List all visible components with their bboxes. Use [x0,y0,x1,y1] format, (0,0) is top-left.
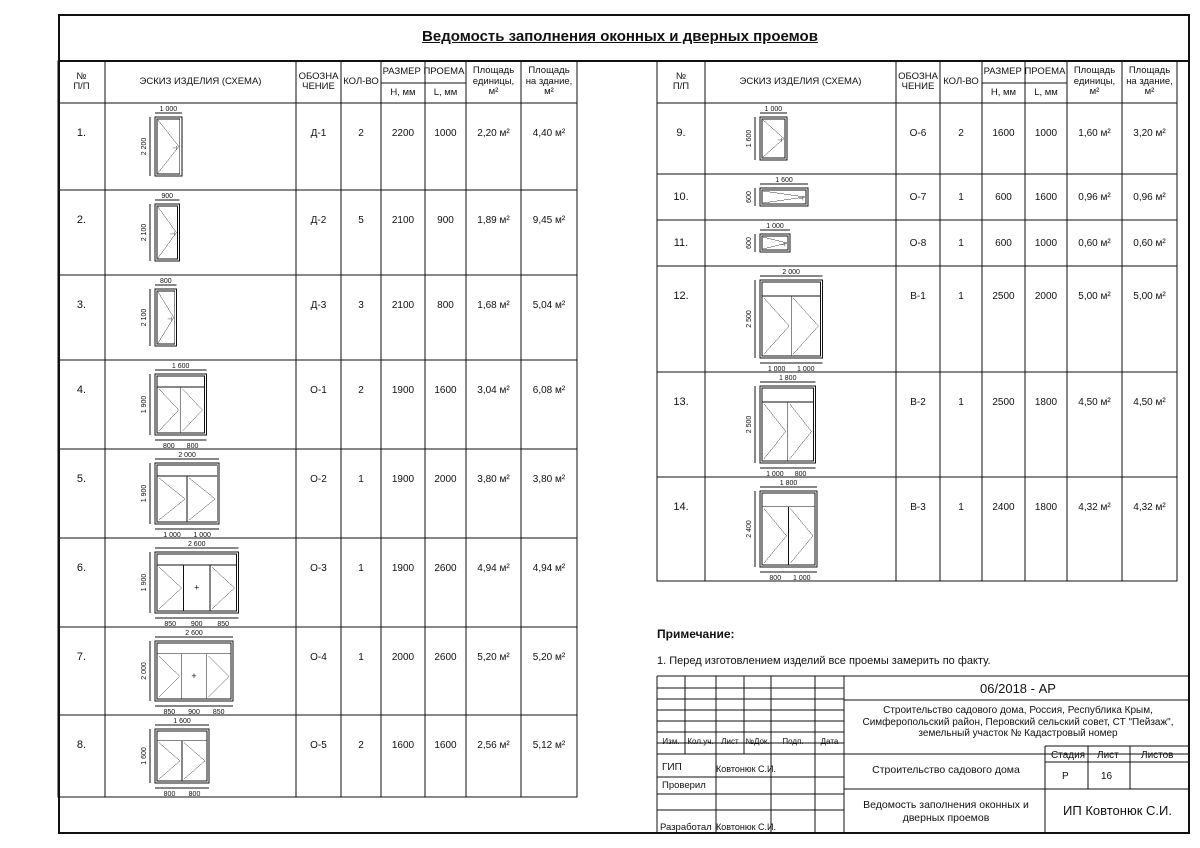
row-area: 0,96 м² [1078,191,1111,203]
handle-icon: ⊣ [777,138,783,145]
row-total: 5,20 м² [532,651,566,663]
header-h: Н, мм [990,86,1017,98]
opening-line [790,431,812,459]
row-l: 1000 [1034,127,1058,139]
opening-line [790,404,812,432]
dimension-label: 1 600 [171,362,190,370]
row-h: 1600 [992,127,1015,139]
dimension-label: 2 600 [187,540,206,548]
row-area: 3,04 м² [477,384,510,396]
dimension-label: 800 [162,442,175,450]
row-l: 2600 [434,562,457,574]
handle-icon: ⊣ [172,146,178,153]
row-qty: 1 [958,396,964,408]
sketch-outer-frame [760,117,787,160]
stamp-company: ИП Ковтонюк С.И. [1063,803,1172,818]
stamp-code: 06/2018 - АР [980,681,1056,696]
dimension-label: 800 [188,790,201,798]
row-total: 6,08 м² [532,384,566,396]
row-num: 14. [673,500,689,513]
dimension-label: 850 [163,708,176,716]
header-l: L, мм [1034,86,1058,98]
opening-line [159,676,180,697]
header-sketch: ЭСКИЗ ИЗДЕЛИЯ (СХЕМА) [139,75,262,87]
opening-line [159,567,181,588]
stamp-doc-title: Ведомость заполнения оконных и дверных проемов [863,799,1029,824]
opening-line [189,478,215,499]
header-mark: ОБОЗНА ЧЕНИЕ [898,70,938,92]
row-area: 1,89 м² [477,214,510,226]
dimension-label: 800 [163,790,176,798]
opening-line [159,389,179,410]
row-total: 5,00 м² [1133,290,1166,302]
opening-line [793,298,818,326]
opening-line [184,761,205,779]
row-mark: О-3 [310,562,327,574]
header-num: № П/П [73,70,90,92]
notes-heading: Примечание: [657,627,735,641]
header-h: Н, мм [390,86,416,98]
dimension-label: 800 [769,574,782,582]
row-l: 1800 [1034,501,1058,513]
row-area: 4,32 м² [1078,501,1111,513]
opening-line [764,298,789,326]
handle-icon: ⊣ [167,317,173,324]
stamp-stage-label: Стадия [1051,750,1086,761]
dimension-label: 850 [217,620,230,628]
fixed-pane-icon: + [191,670,197,681]
handle-icon: ⊣ [798,196,804,203]
dimension-label: 2 400 [745,520,753,538]
row-mark: О-1 [310,384,327,396]
handle-icon: ⊣ [169,232,176,239]
row-area: 1,60 м² [1078,127,1111,139]
dimension-label: 1 000 [792,574,811,582]
opening-line [158,207,176,233]
opening-line [793,326,818,354]
row-h: 1600 [391,739,415,751]
row-h: 2500 [992,290,1015,302]
dimension-label: 1 900 [140,484,148,503]
opening-line [764,326,789,354]
opening-line [763,120,784,139]
opening-line [183,410,203,431]
dimension-label: 1 000 [797,365,815,373]
sketch-outer-frame [155,289,177,346]
row-qty: 2 [358,127,364,139]
stamp-col-label: Изм. [662,737,680,746]
opening-line [159,743,180,761]
row-qty: 1 [958,290,964,302]
dimension-label: 800 [186,442,199,450]
header-qty: КОЛ-ВО [943,75,979,87]
dimension-label: 1 000 [159,105,178,113]
row-mark: В-3 [910,501,926,513]
row-l: 2000 [1034,290,1058,302]
row-qty: 2 [358,739,364,751]
stamp-col-label: Кол.уч. [687,737,714,746]
opening-line [764,509,787,536]
row-l: 1000 [434,127,457,139]
dimension-label: 1 900 [140,395,148,414]
header-area-unit: Площадь единицы, м² [1073,65,1116,98]
row-mark: Д-1 [310,127,327,139]
row-mark: В-2 [910,396,926,408]
opening-line [159,478,185,499]
row-h: 600 [995,237,1012,249]
dimension-label: 1 800 [778,374,797,382]
row-qty: 1 [358,473,364,485]
row-num: 2. [76,213,87,226]
stamp-stage: Р [1062,771,1069,782]
stamp-sheet: 16 [1101,771,1113,782]
row-qty: 3 [358,299,364,311]
row-area: 2,56 м² [477,739,510,751]
row-qty: 1 [958,501,964,513]
header-l: L, мм [433,86,458,98]
row-l: 1000 [1034,237,1058,249]
row-mark: О-7 [909,191,927,203]
sketch-outer-frame [155,117,182,176]
opening-line [159,588,181,609]
header-area-unit: Площадь единицы, м² [472,65,515,98]
opening-line [764,431,786,459]
dimension-label: 1 600 [140,747,148,765]
row-l: 2600 [434,651,457,663]
row-area: 4,50 м² [1078,396,1111,408]
row-h: 1900 [391,473,415,485]
row-qty: 1 [958,237,964,249]
stamp-col-label: №Док. [745,737,770,746]
header-mark: ОБОЗНА ЧЕНИЕ [298,70,339,92]
stamp-object: Строительство садового дома [872,764,1020,776]
dimension-label: 2 000 [782,268,800,276]
dimension-label: 600 [745,191,753,203]
row-total: 0,60 м² [1133,237,1166,249]
row-total: 3,20 м² [1133,127,1166,139]
row-mark: О-6 [909,127,927,139]
row-h: 1900 [391,384,415,396]
row-mark: В-1 [910,290,926,302]
dimension-label: 2 600 [185,629,203,637]
row-h: 2500 [992,396,1015,408]
row-l: 2000 [434,473,457,485]
header-num: № П/П [672,70,690,92]
header-area-total: Площадь на здание, м² [1126,65,1173,98]
row-mark: О-2 [310,473,327,485]
row-total: 3,80 м² [532,473,566,485]
sketch-outer-frame [155,204,179,261]
opening-line [159,761,180,779]
row-mark: О-5 [310,739,327,751]
dimension-label: 1 000 [764,105,783,113]
stamp-gip-name: Ковтонюк С.И. [716,764,776,774]
notes-item: 1. Перед изготовлением изделий все проемы замерить по факту. [657,655,991,667]
dimension-label: 2 500 [745,310,753,328]
row-total: 0,96 м² [1133,191,1166,203]
row-mark: О-4 [310,651,327,663]
row-area: 3,80 м² [477,473,510,485]
dimension-label: 1 000 [193,531,211,539]
dimension-label: 1 800 [779,479,798,487]
row-qty: 1 [958,191,964,203]
row-l: 1800 [1034,396,1058,408]
row-l: 1600 [1034,191,1058,203]
row-area: 2,20 м² [477,127,510,139]
row-area: 5,00 м² [1078,290,1111,302]
row-num: 7. [76,650,87,663]
row-qty: 2 [958,127,964,139]
row-total: 9,45 м² [532,214,566,226]
row-area: 1,68 м² [477,299,510,311]
row-h: 2100 [391,214,415,226]
stamp-developed-name: Ковтонюк С.И. [716,822,776,832]
row-total: 5,12 м² [532,739,566,751]
handle-icon: ⊣ [780,242,786,249]
row-total: 4,50 м² [1133,396,1166,408]
opening-line [208,676,229,697]
opening-line [189,499,215,520]
dimension-label: 1 600 [775,176,793,184]
row-l: 1600 [434,384,457,396]
stamp-col-label: Дата [820,737,839,746]
dimension-label: 600 [745,237,753,249]
row-area: 5,20 м² [477,651,510,663]
opening-line [764,536,787,563]
header-size: РАЗМЕР ПРОЕМА [382,65,465,77]
row-mark: Д-2 [310,214,327,226]
fixed-pane-icon: + [194,582,200,593]
row-num: 13. [673,395,689,408]
stamp-checked-role: Проверил [662,780,706,791]
dimension-label: 800 [160,277,172,285]
row-qty: 1 [358,651,364,663]
dimension-label: 2 500 [745,415,753,434]
row-h: 600 [995,191,1012,203]
row-num: 12. [673,289,689,302]
dimension-label: 2 100 [140,223,148,242]
stamp-gip-role: ГИП [662,762,682,773]
page-title: Ведомость заполнения оконных и дверных проемов [422,28,818,45]
dimension-label: 2 000 [140,662,148,680]
header-sketch: ЭСКИЗ ИЗДЕЛИЯ (СХЕМА) [739,75,862,87]
row-mark: Д-3 [310,299,327,311]
row-mark: О-8 [909,237,927,249]
dimension-label: 900 [161,192,174,200]
stamp-col-label: Лист [721,737,739,746]
stamp-developed-role: Разработал [660,822,712,833]
row-l: 900 [437,214,454,226]
opening-line [791,536,814,563]
row-h: 2400 [992,501,1015,513]
dimension-label: 900 [188,708,200,716]
dimension-label: 1 900 [140,573,148,592]
header-qty: КОЛ-ВО [343,75,379,87]
stamp-col-label: Подп. [782,737,804,746]
dimension-label: 1 000 [766,222,784,230]
dimension-label: 2 000 [178,451,196,459]
dimension-label: 800 [794,470,807,478]
opening-line [158,292,174,318]
row-qty: 5 [358,214,364,226]
dimension-label: 850 [212,708,225,716]
dimension-label: 900 [190,620,203,628]
row-total: 4,94 м² [532,562,566,574]
opening-line [791,509,814,536]
row-num: 4. [76,383,87,396]
dimension-label: 1 600 [745,129,753,148]
row-h: 2100 [391,299,415,311]
opening-line [212,588,234,609]
row-total: 5,04 м² [532,299,566,311]
row-h: 2200 [391,127,415,139]
row-area: 0,60 м² [1078,237,1111,249]
row-qty: 1 [358,562,364,574]
row-total: 4,32 м² [1133,501,1166,513]
opening-line [184,743,205,761]
dimension-label: 1 600 [173,717,191,725]
row-total: 4,40 м² [532,127,566,139]
row-h: 2000 [391,651,415,663]
stamp-address: Строительство садового дома, Россия, Республика Крым, Симферопольский район, Перовский сельский совет, СТ "Пейзаж", земельный участок № Кадастровый номер [862,705,1174,739]
dimension-label: 1 000 [767,365,786,373]
opening-line [159,499,185,520]
dimension-label: 850 [164,620,177,628]
dimension-label: 2 200 [140,137,148,156]
row-num: 3. [76,298,87,311]
row-l: 800 [437,299,454,311]
stamp-sheet-label: Лист [1097,750,1119,761]
row-num: 5. [76,472,87,485]
row-area: 4,94 м² [477,562,510,574]
stamp-sheets-label: Листов [1141,750,1174,761]
header-size: РАЗМЕР ПРОЕМА [983,65,1066,77]
header-area-total: Площадь на здание, м² [525,65,573,98]
opening-line [159,656,180,677]
dimension-label: 1 000 [163,531,181,539]
dimension-label: 1 000 [766,470,784,478]
row-num: 10. [673,190,689,203]
row-num: 11. [673,236,689,249]
row-num: 6. [76,561,87,574]
row-num: 8. [76,738,87,751]
row-num: 9. [676,126,686,139]
row-h: 1900 [391,562,415,574]
opening-line [183,389,203,410]
row-l: 1600 [434,739,457,751]
opening-line [764,404,786,432]
dimension-label: 2 100 [140,308,148,327]
opening-line [212,567,234,588]
row-qty: 2 [358,384,364,396]
opening-line [159,410,179,431]
row-num: 1. [76,126,87,139]
opening-line [208,656,229,677]
opening-line [158,120,179,147]
